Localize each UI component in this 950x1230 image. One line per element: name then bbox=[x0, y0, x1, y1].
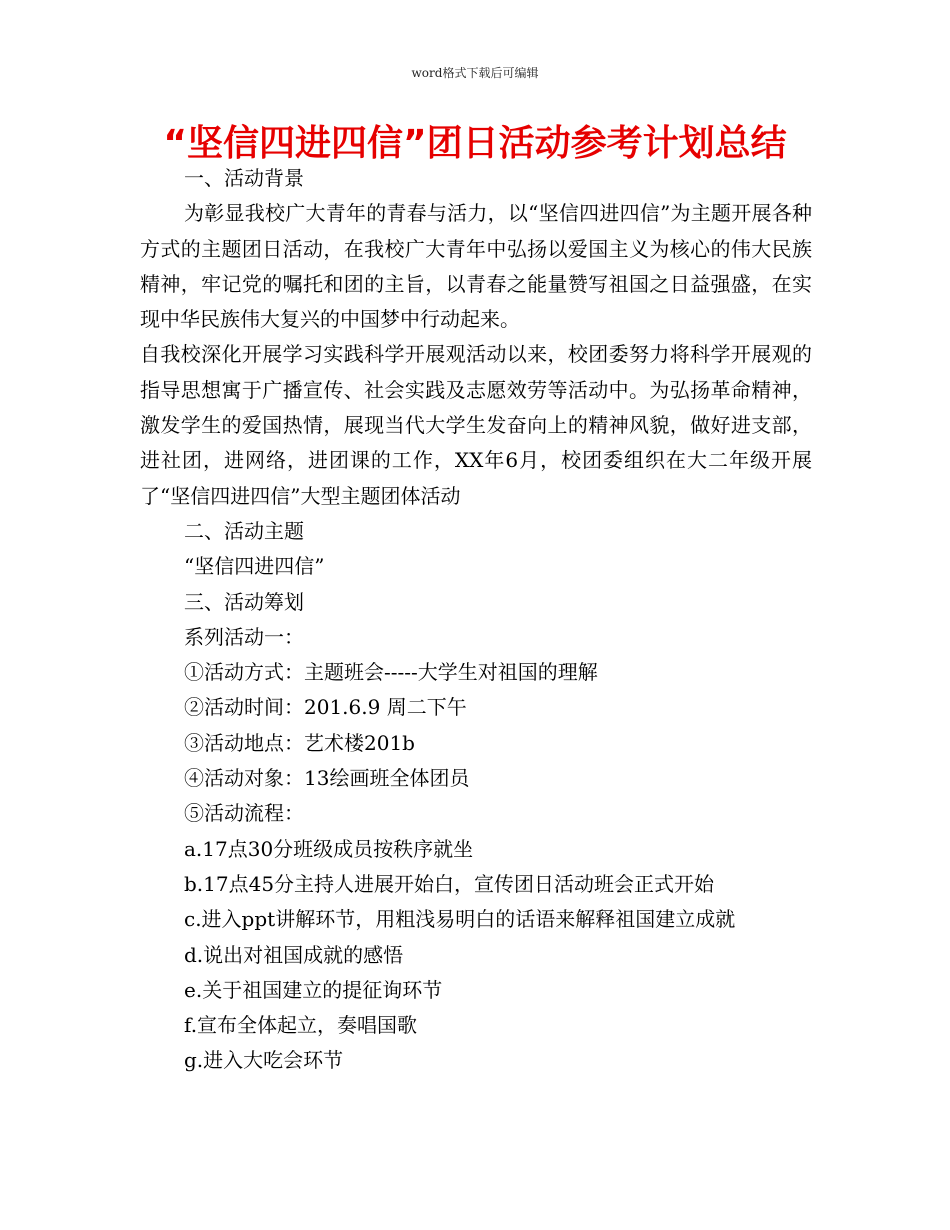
section-heading-background: 一、活动背景 bbox=[184, 166, 304, 190]
step-item: b.17点45分主持人进展开始白，宣传团日活动班会正式开始 bbox=[184, 871, 715, 896]
paragraph-development: 自我校深化开展学习实践科学开展观活动以来，校团委努力将科学开展观的指导思想寓于广播宣传、社会实践及志愿效劳等活动中。为弘扬革命精神，激发学生的爱国热情，展现当代大学生发奋向上的精神风貌，做好进支部，进社团，进网络，进团课的工作，XX年6月，校团委组织在大二年级开展了“坚信四进四信”大型主题团体活动 bbox=[140, 342, 812, 508]
header-note: word格式下载后可编辑 bbox=[411, 66, 539, 80]
list-item: ⑤活动流程： bbox=[184, 801, 304, 826]
list-item: ③活动地点：艺术楼201b bbox=[184, 730, 415, 755]
document-title: “坚信四进四信”团日活动参考计划总结 bbox=[163, 123, 787, 164]
paragraph-background: 为彰显我校广大青年的青春与活力，以“坚信四进四信”为主题开展各种方式的主题团日活动，在我校广大青年中弘扬以爱国主义为核心的伟大民族精神，牢记党的嘱托和团的主旨，以青春之能量赞写祖国之日益强盛，在实现中华民族伟大复兴的中国梦中行动起来。 bbox=[140, 201, 812, 332]
section-heading-theme: 二、活动主题 bbox=[184, 518, 304, 543]
list-item: ④活动对象：13绘画班全体团员 bbox=[184, 766, 470, 791]
list-item: ②活动时间：201.6.9 周二下午 bbox=[184, 695, 467, 720]
theme-text: “坚信四进四信” bbox=[184, 554, 325, 579]
step-item: e.关于祖国建立的提征询环节 bbox=[184, 977, 443, 1002]
document-body bbox=[140, 161, 812, 1079]
list-item: ①活动方式：主题班会-----大学生对祖国的理解 bbox=[184, 660, 598, 685]
section-heading-planning: 三、活动筹划 bbox=[184, 589, 304, 614]
step-item: d.说出对祖国成就的感悟 bbox=[184, 942, 404, 967]
step-item: c.进入ppt讲解环节，用粗浅易明白的话语来解释祖国建立成就 bbox=[184, 907, 736, 932]
step-item: f.宣布全体起立，奏唱国歌 bbox=[184, 1013, 418, 1038]
step-item: a.17点30分班级成员按秩序就坐 bbox=[184, 836, 474, 861]
series-heading: 系列活动一： bbox=[184, 624, 304, 649]
step-item: g.进入大吃会环节 bbox=[184, 1048, 344, 1073]
